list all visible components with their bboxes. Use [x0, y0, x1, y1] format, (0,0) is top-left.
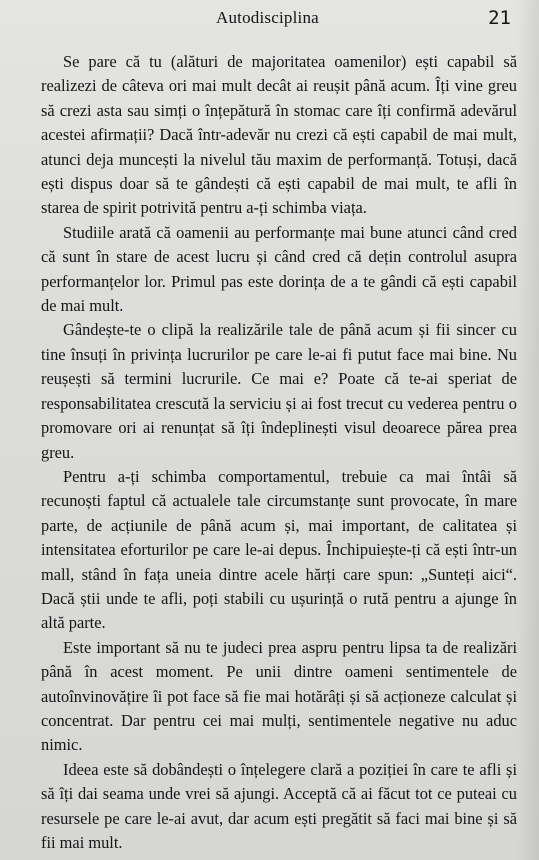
- paragraph-1: Se pare că tu (alături de majoritatea oamenilor) ești capabil să realizezi de câteva ori mai mult decât ai reușit până acum. Îți vine greu să crezi asta sau simți o înțepătură în stomac care îți confirmă adevărul acestei afirmații? Dacă într-adevăr nu crezi că ești capabil de mai mult, atunci deja muncești la nivelul tău maxim de performanță. Totuși, dacă ești dispus doar să te gândești că ești capabil de mai mult, te afli în starea de spirit potrivită pentru a-ți schimba viața.: [41, 52, 517, 218]
- paragraph-5: Este important să nu te judeci prea aspru pentru lipsa ta de realizări până în acest moment. Pe unii dintre oameni sentimentele de autoînvinovățire îi pot face să fie mai hotărâți și să acționeze calculat și concentrat. Dar pentru cei mai mulți, sentimentele negative nu aduc nimic.: [41, 637, 517, 755]
- paragraph-3: Gândește-te o clipă la realizările tale de până acum și fii sincer cu tine însuți în privința lucrurilor pe care le-ai fi putut face mai bine. Nu reușești să termini lucrurile. Ce mai e? Poate că te-ai speriat de responsabilitatea crescută la serviciu și ai fost trecut cu vederea pentru o promovare ori ai renunțat să îți îndeplinești visul deoarece părea prea greu.: [41, 320, 517, 462]
- page-header: [40, 8, 519, 32]
- page-number: 21: [488, 7, 511, 29]
- paragraph-6: Ideea este să dobândești o înțelegere clară a poziției în care te afli și să îți dai seama unde vrei să ajungi. Acceptă că ai făcut tot ce puteai cu resursele pe care le-ai avut, dar acum ești pregătit să faci mai bine și să fii mai mult.: [41, 759, 517, 852]
- body-text: [41, 50, 517, 855]
- page-edge-shadow: [517, 0, 539, 860]
- paragraph-4: Pentru a-ți schimba comportamentul, trebuie ca mai întâi să recunoști faptul că actualele tale circumstanțe sunt provocate, în mare parte, de acțiunile de până acum și, mai important, de calitatea și intensitatea eforturilor pe care le-ai depus. Închipuiește-ți că ești într-un mall, stând în fața uneia dintre acele hărți care spun: „Sunteți aici“. Dacă știi unde te afli, poți stabili cu ușurință o rută pentru a ajunge în altă parte.: [41, 466, 517, 633]
- running-title: Autodisciplina: [216, 8, 319, 27]
- paragraph-2: Studiile arată că oamenii au performanțe mai bune atunci când cred că sunt în stare de acest lucru și când cred că dețin controlul asupra performanțelor lor. Primul pas este dorința de a te gândi că ești capabil de mai mult.: [41, 222, 517, 316]
